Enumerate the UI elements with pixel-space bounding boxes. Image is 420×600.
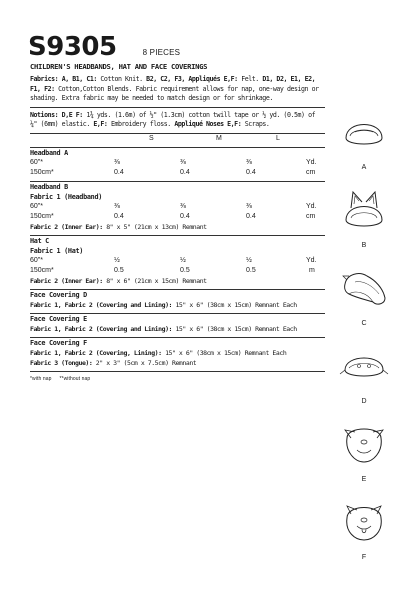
fabric-2-text: 8" x 6" (21cm x 15cm) Remnant — [102, 276, 207, 285]
section-subtitle: Fabric 1 (Hat) — [30, 246, 84, 255]
fabric-2-label: Fabric 2 (Inner Ear): — [30, 222, 103, 231]
footnote-without-nap: **without nap — [59, 375, 91, 382]
fabric-2-line — [30, 276, 325, 286]
fabrics-text-5: D1, D2, E1, E2, F1, F2: — [30, 75, 316, 93]
fabric-line — [30, 358, 325, 368]
fabric-2-label: Fabric 2 (Inner Ear): — [30, 276, 103, 285]
value-s: 0.4 — [114, 212, 124, 220]
table-row — [30, 168, 325, 178]
footnotes — [30, 376, 325, 382]
headband-b-cat-ears-icon — [337, 184, 391, 238]
fabrics-paragraph — [30, 75, 325, 104]
header — [28, 34, 180, 60]
fabric-label: Fabric 1, Fabric 2 (Covering and Lining): — [30, 300, 172, 309]
value-l: ⅜ — [246, 158, 252, 166]
illustration-a — [330, 106, 398, 184]
unit: m — [309, 266, 315, 274]
value-l: 0.4 — [246, 168, 256, 176]
value-m: 0.4 — [180, 168, 190, 176]
value-s: ⅜ — [114, 158, 120, 166]
face-covering-e-icon — [337, 418, 391, 472]
illustration-e — [330, 418, 398, 496]
fabrics-text-1: A, B1, C1: — [58, 75, 97, 83]
requirements-column — [30, 62, 325, 382]
section-title-headband-b: Headband B — [30, 182, 68, 191]
width-label: 60"* — [30, 158, 43, 166]
fabric-label: Fabric 1, Fabric 2 (Covering, Lining): — [30, 348, 162, 357]
footnote-with-nap: *with nap — [30, 375, 52, 382]
width-label: 150cm* — [30, 168, 54, 176]
notions-text-5: Scraps. — [241, 120, 270, 129]
value-l: ⅜ — [246, 202, 252, 210]
illustration-label: A — [361, 164, 367, 171]
fabric-line — [30, 300, 325, 310]
value-l: 0.4 — [246, 212, 256, 220]
face-covering-f-icon — [337, 496, 391, 550]
section-title-headband-a: Headband A — [30, 148, 68, 157]
section-title-face-covering-e: Face Covering E — [30, 314, 87, 323]
face-covering-d-icon — [337, 340, 391, 394]
unit: cm — [306, 212, 316, 220]
fabric-label: Fabric 1, Fabric 2 (Covering and Lining): — [30, 324, 172, 333]
table-row — [30, 202, 325, 212]
pieces-count: 8 PIECES — [142, 48, 181, 57]
fabrics-text-6: Cotton,Cotton Blends. Fabric requirement allows for nap, one-way design or shading. Extra fabric may be needed to match design or for shrinkage. — [30, 84, 319, 103]
illustration-label: C — [361, 320, 367, 327]
value-s: 0.4 — [114, 168, 124, 176]
value-m: ⅜ — [180, 158, 186, 166]
value-l: ½ — [246, 256, 252, 264]
unit: cm — [306, 168, 316, 176]
illustration-label: E — [361, 476, 367, 483]
fabrics-text-4: Felt. — [237, 75, 259, 83]
notions-text-2: E,F: — [89, 120, 108, 129]
size-l: L — [276, 134, 280, 142]
width-label: 60"* — [30, 256, 43, 264]
illustration-b — [330, 184, 398, 262]
notions-label: Notions: D,E F: — [30, 110, 83, 119]
notions-text-3: Embroidery floss. — [107, 120, 171, 129]
pattern-title: CHILDREN'S HEADBANDS, HAT AND FACE COVERINGS — [30, 62, 208, 71]
value-s: ⅜ — [114, 202, 120, 210]
headband-a-icon — [337, 106, 391, 160]
illustration-label: D — [361, 398, 367, 405]
unit: Yd. — [306, 202, 317, 210]
fabric-text: 15" x 6" (38cm x 15cm) Remnant Each — [172, 324, 297, 333]
fabric-text: 15" x 6" (38cm x 15cm) Remnant Each — [172, 300, 297, 309]
divider — [30, 107, 325, 108]
hat-c-icon — [337, 262, 391, 316]
value-m: 0.4 — [180, 212, 190, 220]
illustrations-column — [330, 106, 398, 574]
fabric-text: 15" x 6" (38cm x 15cm) Remnant Each — [161, 348, 287, 357]
fabrics-text-2: Cotton Knit. — [96, 75, 143, 83]
value-m: ½ — [180, 256, 186, 264]
illustration-c — [330, 262, 398, 340]
value-l: 0.5 — [246, 266, 256, 274]
pattern-number: S9305 — [28, 32, 117, 62]
unit: Yd. — [306, 256, 317, 264]
illustration-label: B — [361, 242, 367, 249]
size-m: M — [216, 134, 222, 142]
size-header-row — [30, 134, 325, 144]
width-label: 150cm* — [30, 212, 54, 220]
notions-text-1: 1¾ yds. (1.6m) of ½" (1.3cm) cotton twill tape or ½ yd. (0.5m) of ¼" (6mm) elastic. — [30, 110, 316, 129]
fabrics-text-3: B2, C2, F3, Appliqués E,F: — [142, 75, 238, 83]
table-row — [30, 256, 325, 266]
fabric-line — [30, 348, 325, 358]
width-label: 150cm* — [30, 266, 54, 274]
section-title-hat-c: Hat C — [30, 236, 49, 245]
value-m: ⅜ — [180, 202, 186, 210]
illustration-f — [330, 496, 398, 574]
value-m: 0.5 — [180, 266, 190, 274]
divider — [30, 371, 325, 372]
notions-text-4: Appliqué Noses E,F: — [170, 120, 242, 129]
section-title-face-covering-f: Face Covering F — [30, 338, 87, 347]
illustration-d — [330, 340, 398, 418]
fabrics-label: Fabrics: — [30, 75, 59, 83]
table-row — [30, 212, 325, 222]
notions-paragraph — [30, 111, 325, 130]
fabric-2-text: 8" x 5" (21cm x 13cm) Remnant — [102, 222, 207, 231]
table-row — [30, 158, 325, 168]
illustration-label: F — [361, 554, 367, 561]
fabric-label: Fabric 3 (Tongue): — [30, 358, 93, 367]
fabric-text: 2" x 3" (5cm x 7.5cm) Remnant — [92, 358, 197, 367]
value-s: 0.5 — [114, 266, 124, 274]
fabric-2-line — [30, 222, 325, 232]
width-label: 60"* — [30, 202, 43, 210]
value-s: ½ — [114, 256, 120, 264]
size-s: S — [149, 134, 154, 142]
section-subtitle: Fabric 1 (Headband) — [30, 192, 103, 201]
table-row — [30, 266, 325, 276]
fabric-line — [30, 324, 325, 334]
section-title-face-covering-d: Face Covering D — [30, 290, 87, 299]
unit: Yd. — [306, 158, 317, 166]
